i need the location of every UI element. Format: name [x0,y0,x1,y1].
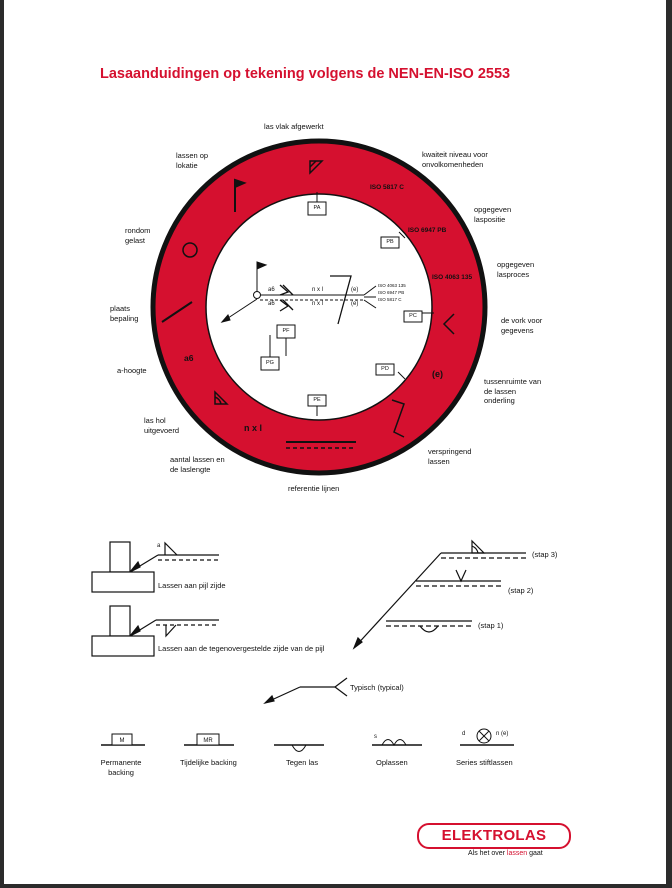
ring-text-iso4063: ISO 4063 135 [432,274,473,281]
label-typisch: Typisch (typical) [350,683,404,692]
label-verspringend: verspringend lassen [428,447,472,466]
multi-step-symbol [354,541,526,648]
legend-oplassen-label: Oplassen [376,758,408,767]
pb-label: PB [386,239,394,245]
label-rondom-gelast: rondom gelast [125,226,151,245]
label-referentie-lijnen: referentie lijnen [288,484,340,493]
legend-d: d [462,731,466,737]
center-e-bottom: (e) [351,301,359,307]
slogan-post: gaat [527,850,543,857]
legend-mr: MR [203,738,213,744]
label-a-hoogte: a-hoogte [117,366,147,375]
a-label: a [157,543,161,549]
label-plaats-bepaling: plaats bepaling [110,304,139,323]
legend-tegen-label: Tegen las [286,758,319,767]
label-opgegeven-lasproces: opgegeven lasproces [497,260,535,279]
label-stap3: (stap 3) [532,550,558,559]
pd-label: PD [381,366,389,372]
label-stap1: (stap 1) [478,621,504,630]
center-e-top: (e) [351,287,359,293]
center-nxl-bottom: n x l [312,301,324,307]
pa-label: PA [313,205,321,211]
label-aantal-lassen: aantal lassen en de laslengte [170,455,225,474]
legend-back-weld [274,745,324,752]
page-title: Lasaanduidingen op tekening volgens de NEN-EN-ISO 2553 [100,66,511,82]
legend-ne: n (e) [496,731,509,737]
label-kwaliteit: kwaiteit niveau voor onvolkomenheden [422,150,488,169]
label-tegenover: Lassen aan de tegenovergestelde zijde van de pijl [158,644,325,653]
pc-label: PC [409,313,417,319]
center-iso-2: ISO 6947 PB [378,290,405,295]
typical-symbol [265,678,347,703]
ring-diagram [4,0,666,884]
legend-m: M [119,738,125,744]
document-page [4,0,666,884]
ring-text-iso6947: ISO 6947 PB [408,227,447,234]
legend-surfacing [372,740,422,746]
center-a6-top: a6 [268,287,275,293]
ring-text-nxl: n x l [244,423,263,433]
center-iso-1: ISO 4063 135 [378,283,406,288]
pf-label: PF [282,328,290,334]
label-de-vork: de vork voor gegevens [501,316,543,335]
elektrolas-logo [417,823,571,849]
slogan-pre: Als het over [468,850,507,857]
label-lassen-op-locatie: lassen op lokatie [176,151,209,170]
ring-text-e: (e) [432,369,443,379]
label-las-hol: las hol uitgevoerd [144,416,180,435]
slogan-highlight: lassen [506,850,528,857]
label-opgegeven-laspositie: opgegeven laspositie [474,205,512,224]
ring-text-iso5817: ISO 5817 C [370,184,404,191]
ring-text-a6: a6 [184,353,194,363]
label-stap2: (stap 2) [508,586,534,595]
legend-permanente-label: Permanente backing [100,758,142,777]
legend-s: s [374,734,377,740]
logo-text: ELEKTROLAS [441,827,547,844]
label-pijl-zijde: Lassen aan pijl zijde [158,581,226,590]
label-las-vlak: las vlak afgewerkt [264,122,324,131]
legend-series-label: Series stiftlassen [456,758,513,767]
logo-slogan [468,850,543,857]
pe-label: PE [313,397,321,403]
center-a6-bottom: a6 [268,301,275,307]
center-iso-3: ISO 5817 C [378,297,402,302]
center-nxl-top: n x l [312,287,324,293]
pg-label: PG [266,360,274,366]
legend-tijdelijke-label: Tijdelijke backing [180,758,237,767]
label-tussenruimte: tussenruimte van de lassen onderling [484,377,542,405]
